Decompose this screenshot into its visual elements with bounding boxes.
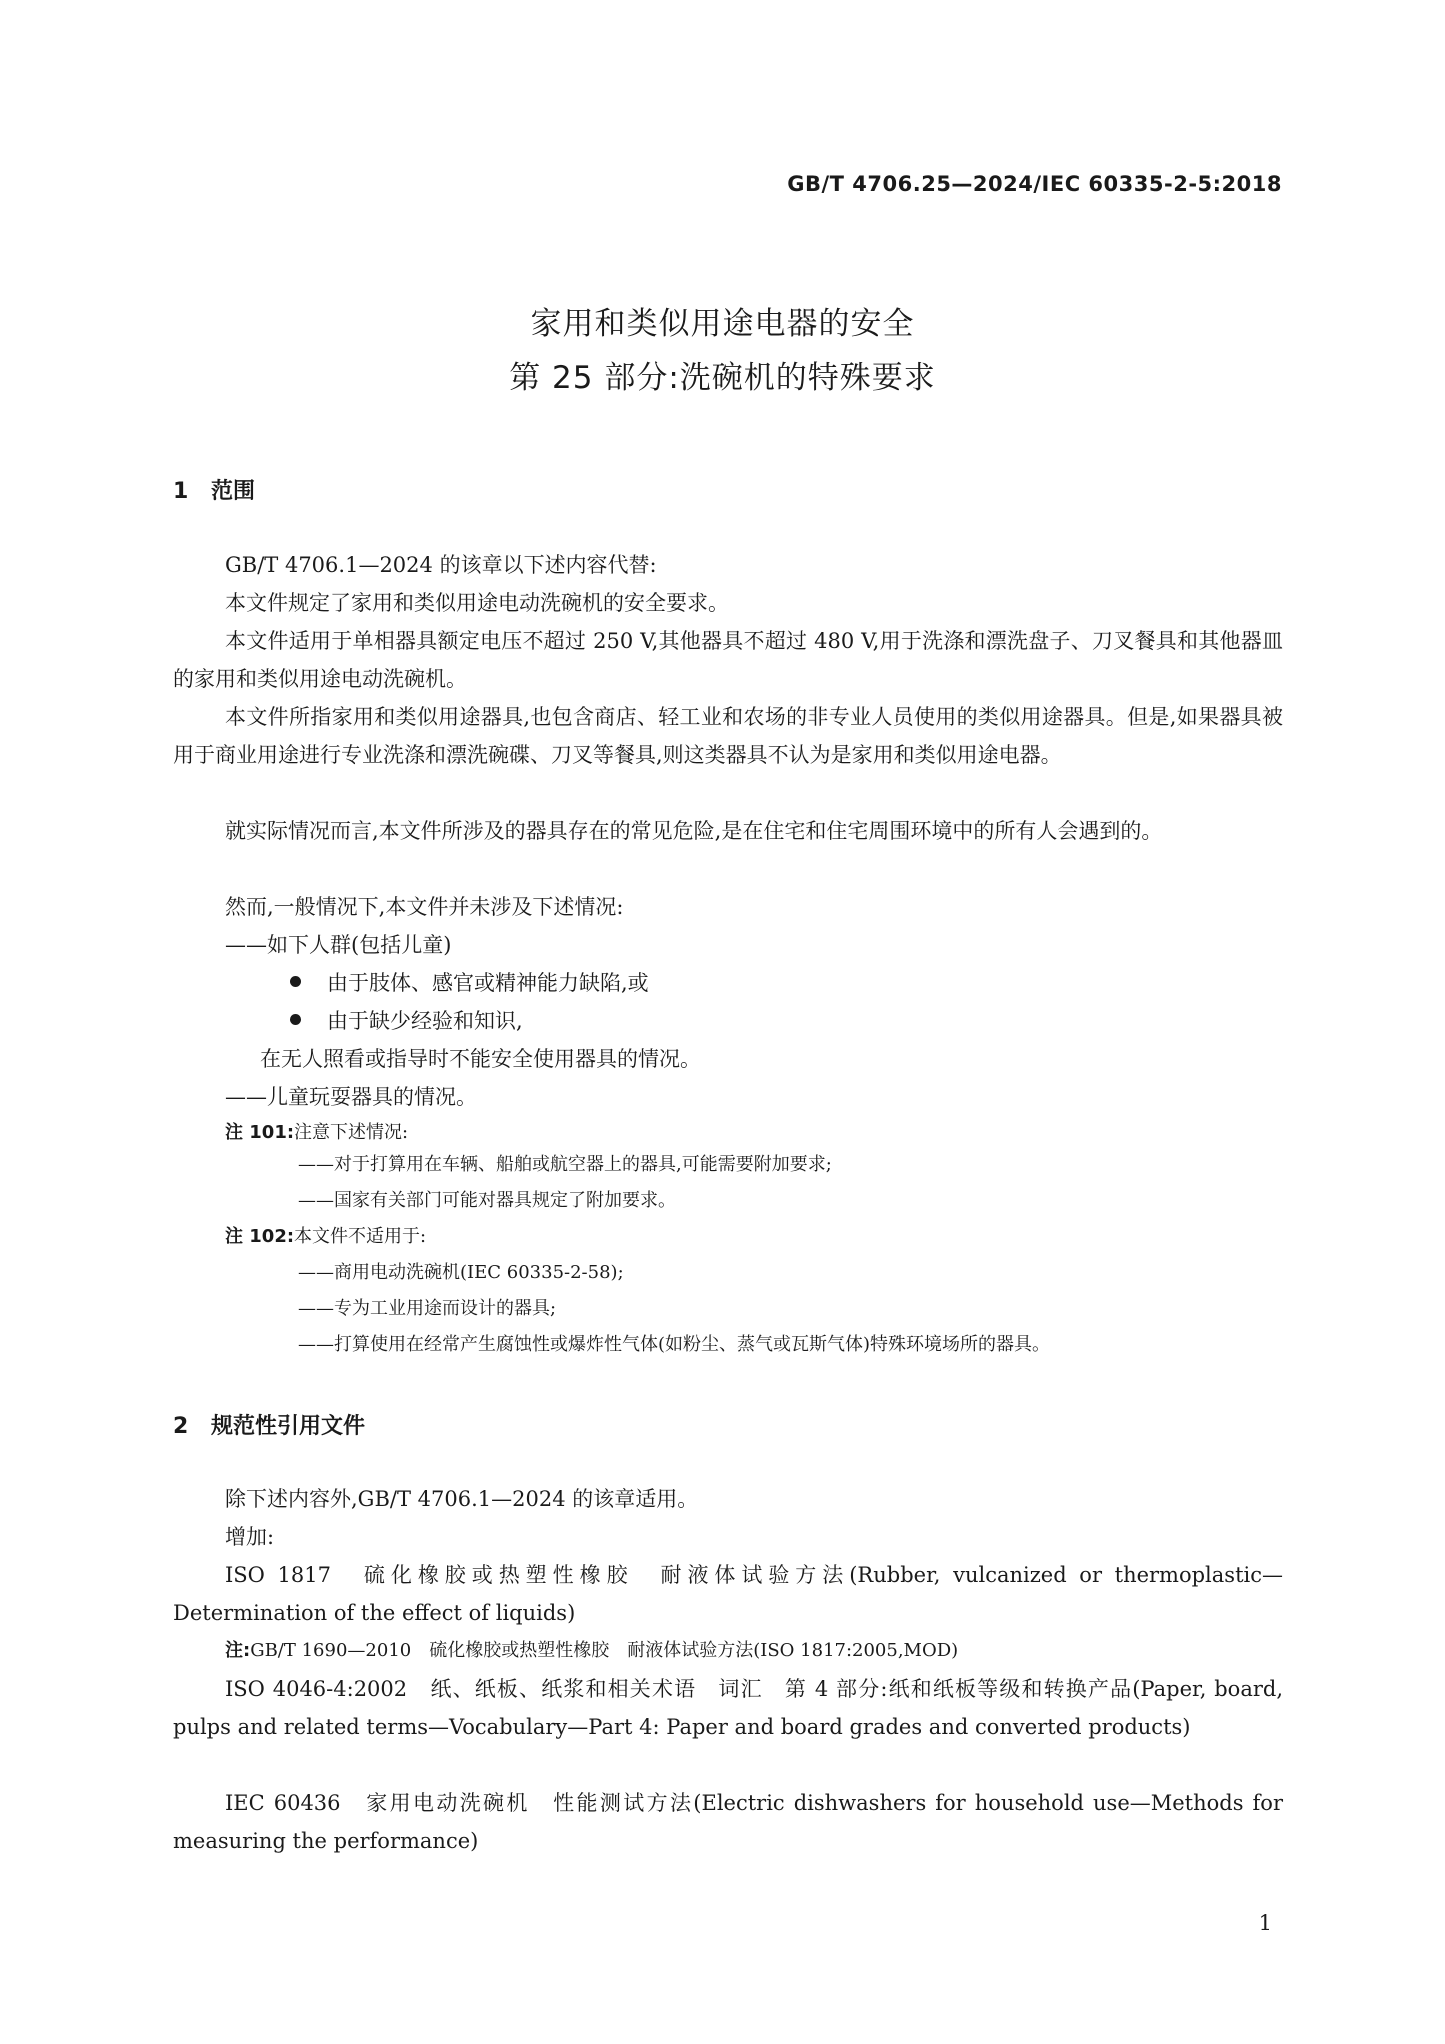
note-item: ——对于打算用在车辆、船舶或航空器上的器具,可能需要附加要求; (298, 1154, 832, 1175)
section-2-heading (173, 1409, 365, 1440)
note-item: ——打算使用在经常产生腐蚀性或爆炸性气体(如粉尘、蒸气或瓦斯气体)特殊环境场所的器具。 (298, 1334, 1051, 1355)
paragraph: GB/T 4706.1—2024 的该章以下述内容代替: (225, 553, 657, 577)
section-number: 1 (173, 479, 189, 504)
section-title: 范围 (211, 479, 256, 504)
bullet-icon (290, 1014, 301, 1025)
note-label: 注: (225, 1640, 251, 1661)
paragraph: 本文件规定了家用和类似用途电动洗碗机的安全要求。 (225, 591, 729, 615)
document-title-line1: 家用和类似用途电器的安全 (530, 306, 915, 342)
note-item: ——专为工业用途而设计的器具; (298, 1298, 557, 1319)
note-item: ——国家有关部门可能对器具规定了附加要求。 (298, 1190, 676, 1211)
paragraph: 就实际情况而言,本文件所涉及的器具存在的常见危险,是在住宅和住宅周围环境中的所有人会遇到的。 (225, 819, 1163, 843)
note-item: ——商用电动洗碗机(IEC 60335-2-58); (298, 1262, 624, 1283)
section-title: 规范性引用文件 (211, 1414, 366, 1439)
reference-note (225, 1636, 958, 1666)
page-number: 1 (1258, 1911, 1272, 1935)
standard-code: GB/T 4706.25—2024/IEC 60335-2-5:2018 (787, 172, 1282, 196)
reference-entry: IEC 60436 家用电动洗碗机 性能测试方法(Electric dishwashers for household use—Methods for measuring the performance) (173, 1791, 1283, 1853)
continuation-text: 在无人照看或指导时不能安全使用器具的情况。 (260, 1047, 701, 1071)
note-label: 注 101: (225, 1122, 295, 1143)
reference-entry: ISO 4046-4:2002 纸、纸板、纸浆和相关术语 词汇 第 4 部分:纸和纸板等级和转换产品(Paper, board, pulps and related terms—Vocabulary—Part 4: Paper and board grades and converted products) (173, 1677, 1283, 1739)
note-text: 本文件不适用于: (294, 1226, 427, 1247)
note-text: 注意下述情况: (294, 1122, 409, 1143)
paragraph: 本文件适用于单相器具额定电压不超过 250 V,其他器具不超过 480 V,用于洗涤和漂洗盘子、刀叉餐具和其他器皿的家用和类似用途电动洗碗机。 (173, 629, 1283, 691)
paragraph: 除下述内容外,GB/T 4706.1—2024 的该章适用。 (225, 1487, 699, 1511)
dash-item: ——如下人群(包括儿童) (225, 933, 452, 957)
note-label: 注 102: (225, 1226, 295, 1247)
section-number: 2 (173, 1414, 189, 1439)
note-102 (225, 1222, 426, 1252)
bullet-item (290, 1002, 523, 1040)
bullet-text: 由于缺少经验和知识, (327, 1009, 523, 1033)
bullet-item (290, 964, 649, 1002)
section-1-heading (173, 474, 255, 505)
paragraph: 增加: (225, 1525, 275, 1549)
document-title-line2: 第 25 部分:洗碗机的特殊要求 (509, 360, 936, 396)
bullet-icon (290, 976, 301, 987)
dash-item: ——儿童玩耍器具的情况。 (225, 1085, 477, 1109)
bullet-text: 由于肢体、感官或精神能力缺陷,或 (327, 971, 649, 995)
reference-entry: ISO 1817 硫化橡胶或热塑性橡胶 耐液体试验方法(Rubber, vulcanized or thermoplastic—Determination of the effect of liquids) (173, 1563, 1283, 1625)
paragraph: 然而,一般情况下,本文件并未涉及下述情况: (225, 895, 624, 919)
paragraph: 本文件所指家用和类似用途器具,也包含商店、轻工业和农场的非专业人员使用的类似用途器具。但是,如果器具被用于商业用途进行专业洗涤和漂洗碗碟、刀叉等餐具,则这类器具不认为是家用和类似用途电器。 (173, 705, 1283, 767)
note-101 (225, 1118, 408, 1148)
note-text: GB/T 1690—2010 硫化橡胶或热塑性橡胶 耐液体试验方法(ISO 1817:2005,MOD) (250, 1640, 959, 1661)
